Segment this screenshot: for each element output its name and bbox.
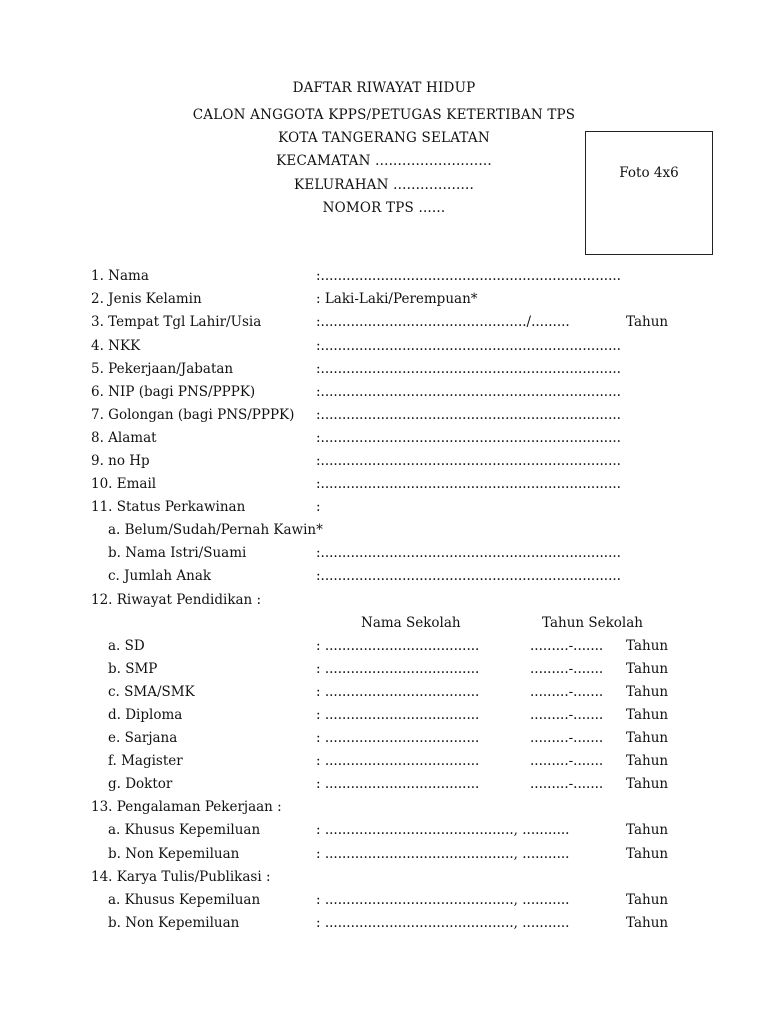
tps-number-line: NOMOR TPS ......: [322, 200, 446, 216]
section-colon: :: [316, 499, 321, 515]
education-row: [0, 684, 768, 704]
field-blank[interactable]: :......................................................................: [316, 545, 621, 561]
year-blank[interactable]: .........-.......: [530, 638, 604, 654]
field-label: 7. Golongan (bagi PNS/PPPK): [91, 407, 295, 423]
field-row-nama: [0, 268, 768, 288]
publication-row: [0, 892, 768, 912]
unit-label: Tahun: [626, 638, 669, 654]
section-label: 13. Pengalaman Pekerjaan :: [91, 799, 282, 815]
education-row: [0, 753, 768, 773]
section-label: 12. Riwayat Pendidikan :: [91, 592, 262, 608]
field-row-alamat: [0, 430, 768, 450]
unit-label: Tahun: [626, 846, 669, 862]
unit-label: Tahun: [626, 753, 669, 769]
unit-label: Tahun: [626, 915, 669, 931]
education-level: c. SMA/SMK: [108, 684, 195, 700]
work-row: [0, 846, 768, 866]
field-label: 2. Jenis Kelamin: [91, 291, 202, 307]
photo-box: [585, 131, 713, 255]
unit-label: Tahun: [626, 684, 669, 700]
education-level: a. SD: [108, 638, 145, 654]
unit-label: Tahun: [626, 822, 669, 838]
education-level: b. SMP: [108, 661, 158, 677]
field-label: 6. NIP (bagi PNS/PPPK): [91, 384, 256, 400]
education-level: d. Diploma: [108, 707, 183, 723]
section-education: [0, 592, 768, 612]
field-blank[interactable]: :......................................................................: [316, 476, 621, 492]
education-row: [0, 661, 768, 681]
unit-label: Tahun: [626, 314, 669, 330]
field-blank[interactable]: :......................................................................: [316, 338, 621, 354]
field-label: 8. Alamat: [91, 430, 157, 446]
year-blank[interactable]: .........-.......: [530, 776, 604, 792]
field-blank[interactable]: :......................................................................: [316, 361, 621, 377]
unit-label: Tahun: [626, 707, 669, 723]
education-row: [0, 776, 768, 796]
field-label: 4. NKK: [91, 338, 141, 354]
field-blank[interactable]: : Laki-Laki/Perempuan*: [316, 291, 478, 307]
field-blank[interactable]: : ............................................, ...........: [316, 915, 570, 931]
column-header-year: Tahun Sekolah: [542, 615, 643, 631]
field-row-nip: [0, 384, 768, 404]
unit-label: Tahun: [626, 892, 669, 908]
year-blank[interactable]: .........-.......: [530, 730, 604, 746]
unit-label: Tahun: [626, 776, 669, 792]
work-row: [0, 822, 768, 842]
marital-row: [0, 568, 768, 588]
form-title: DAFTAR RIWAYAT HIDUP: [292, 80, 476, 96]
year-blank[interactable]: .........-.......: [530, 753, 604, 769]
school-blank[interactable]: : ....................................: [316, 753, 480, 769]
field-label: 5. Pekerjaan/Jabatan: [91, 361, 234, 377]
unit-label: Tahun: [626, 730, 669, 746]
marital-option-label[interactable]: a. Belum/Sudah/Pernah Kawin*: [108, 522, 323, 538]
kecamatan-line: KECAMATAN ..........................: [276, 153, 492, 169]
field-label: b. Non Kepemiluan: [108, 846, 240, 862]
field-label: 3. Tempat Tgl Lahir/Usia: [91, 314, 262, 330]
section-marital-status: [0, 499, 768, 519]
education-row: [0, 707, 768, 727]
field-blank[interactable]: : ............................................, ...........: [316, 846, 570, 862]
field-label: 10. Email: [91, 476, 157, 492]
unit-label: Tahun: [626, 661, 669, 677]
field-blank[interactable]: :......................................................................: [316, 453, 621, 469]
year-blank[interactable]: .........-.......: [530, 661, 604, 677]
field-blank[interactable]: :......................................................................: [316, 407, 621, 423]
section-publications: [0, 869, 768, 889]
form-subtitle: CALON ANGGOTA KPPS/PETUGAS KETERTIBAN TPS: [192, 107, 576, 123]
education-level: f. Magister: [108, 753, 183, 769]
field-label: b. Nama Istri/Suami: [108, 545, 247, 561]
school-blank[interactable]: : ....................................: [316, 638, 480, 654]
field-blank[interactable]: :......................................................................: [316, 568, 621, 584]
field-row-no-hp: [0, 453, 768, 473]
year-blank[interactable]: .........-.......: [530, 707, 604, 723]
school-blank[interactable]: : ....................................: [316, 730, 480, 746]
field-label: 1. Nama: [91, 268, 149, 284]
field-blank[interactable]: : ............................................, ...........: [316, 822, 570, 838]
field-blank[interactable]: :......................................................................: [316, 268, 621, 284]
education-level: g. Doktor: [108, 776, 173, 792]
education-level: e. Sarjana: [108, 730, 178, 746]
section-label: 11. Status Perkawinan: [91, 499, 246, 515]
field-row-jenis-kelamin: [0, 291, 768, 311]
school-blank[interactable]: : ....................................: [316, 707, 480, 723]
school-blank[interactable]: : ....................................: [316, 684, 480, 700]
field-row-tempat-tgl-lahir: [0, 314, 768, 334]
field-label: a. Khusus Kepemiluan: [108, 822, 261, 838]
field-blank[interactable]: : ............................................, ...........: [316, 892, 570, 908]
city-line: KOTA TANGERANG SELATAN: [278, 130, 490, 146]
field-blank[interactable]: :......................................................................: [316, 384, 621, 400]
marital-row: [0, 522, 768, 542]
school-blank[interactable]: : ....................................: [316, 776, 480, 792]
field-blank[interactable]: :................................................/.........: [316, 314, 570, 330]
field-label: b. Non Kepemiluan: [108, 915, 240, 931]
school-blank[interactable]: : ....................................: [316, 661, 480, 677]
education-row: [0, 638, 768, 658]
field-row-golongan: [0, 407, 768, 427]
field-label: c. Jumlah Anak: [108, 568, 212, 584]
year-blank[interactable]: .........-.......: [530, 684, 604, 700]
marital-row: [0, 545, 768, 565]
kelurahan-line: KELURAHAN ..................: [294, 177, 474, 193]
education-row: [0, 730, 768, 750]
field-row-nkk: [0, 338, 768, 358]
column-header-school: Nama Sekolah: [361, 615, 461, 631]
field-label: a. Khusus Kepemiluan: [108, 892, 261, 908]
field-label: 9. no Hp: [91, 453, 150, 469]
section-work-experience: [0, 799, 768, 819]
section-label: 14. Karya Tulis/Publikasi :: [91, 869, 271, 885]
field-row-email: [0, 476, 768, 496]
field-row-pekerjaan: [0, 361, 768, 381]
publication-row: [0, 915, 768, 935]
field-blank[interactable]: :......................................................................: [316, 430, 621, 446]
photo-box-label: Foto 4x6: [619, 165, 679, 181]
